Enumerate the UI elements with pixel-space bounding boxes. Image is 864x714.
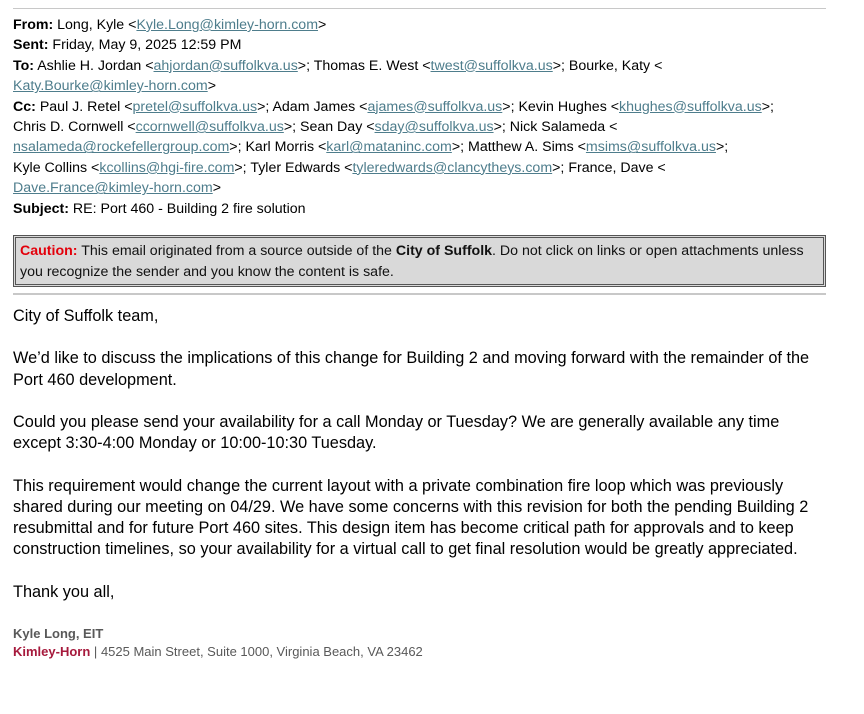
signature-address: 4525 Main Street, Suite 1000, Virginia Beach, VA 23462 bbox=[100, 644, 423, 660]
body-paragraph: This requirement would change the current layout with a private combination fire loop which was previously shared during our meeting on 04/29. We have some concerns with this revision for both the pending Building 2 resubmittal and for future Port 460 sites. This design item has become critical path for approvals and to keep construction timelines, so your availability for a virtual call to get final resolution would be greatly appreciated. bbox=[13, 476, 809, 559]
to-label: To: bbox=[13, 57, 35, 74]
cc-email-link[interactable]: nsalameda@rockefellergroup.com bbox=[13, 139, 230, 156]
subject-line bbox=[13, 199, 826, 219]
to-email-link[interactable]: twest@suffolkva.us bbox=[430, 57, 553, 74]
sent-line bbox=[13, 35, 826, 55]
cc-email-link[interactable]: msims@suffolkva.us bbox=[585, 139, 716, 156]
email-body bbox=[13, 306, 826, 603]
signature-name: Kyle Long, EIT bbox=[13, 626, 104, 642]
cc-line: Cc: Paul J. Retel <pretel@suffolkva.us>; Adam James <ajames@suffolkva.us>; Kevin Hughes <khughes@suffolkva.us>; Chris D. Cornwell <ccornwell@suffolkva.us>; Sean Day <sday@suffolkva.us>; Nick Salameda < nsalameda@rockefellergroup.com>; Karl Morris <karl@mataninc.com>; Matthew A. Sims <msims@suffolkva.us>; Kyle Collins <kcollins@hgi-fire.com>; Tyler Edwards <tyleredwards@clancytheys.com>; France, Dave < Dave.France@kimley-horn.com> bbox=[13, 98, 774, 197]
caution-label: Caution: bbox=[20, 243, 78, 260]
cc-label: Cc: bbox=[13, 98, 36, 115]
email-header bbox=[13, 15, 826, 219]
caution-text-after: . Do not click on links or open attachments unless you recognize the sender and you know the content is safe. bbox=[20, 243, 804, 280]
closing: Thank you all, bbox=[13, 582, 115, 601]
cc-email-link[interactable]: tyleredwards@clancytheys.com bbox=[352, 159, 553, 176]
banner-divider bbox=[13, 293, 826, 295]
to-line: To: Ashlie H. Jordan <ahjordan@suffolkva.us>; Thomas E. West <twest@suffolkva.us>; Bourke, Katy < Katy.Bourke@kimley-horn.com> bbox=[13, 57, 663, 95]
caution-org: City of Suffolk bbox=[395, 243, 493, 260]
signature-company-line bbox=[13, 643, 826, 661]
cc-email-link[interactable]: khughes@suffolkva.us bbox=[619, 98, 762, 115]
to-email-link[interactable]: Katy.Bourke@kimley-horn.com bbox=[13, 78, 208, 95]
from-line: From: Long, Kyle <Kyle.Long@kimley-horn.com> bbox=[13, 17, 327, 33]
from-name: Long, Kyle < bbox=[57, 17, 137, 33]
cc-email-link[interactable]: sday@suffolkva.us bbox=[374, 119, 494, 136]
signature-divider: | bbox=[93, 644, 98, 660]
external-caution-banner bbox=[13, 235, 826, 287]
subject-label: Subject: bbox=[13, 200, 69, 217]
cc-email-link[interactable]: karl@mataninc.com bbox=[326, 139, 452, 156]
caution-text-before: This email originated from a source outside of the bbox=[81, 243, 392, 260]
signature bbox=[13, 625, 826, 661]
from-label: From: bbox=[13, 17, 54, 33]
company-logo-text: Kimley-Horn bbox=[13, 644, 91, 660]
email-view bbox=[13, 8, 826, 661]
to-email-link[interactable]: ahjordan@suffolkva.us bbox=[153, 57, 298, 74]
cc-email-link[interactable]: ccornwell@suffolkva.us bbox=[135, 119, 284, 136]
sent-label: Sent: bbox=[13, 37, 49, 54]
top-divider bbox=[13, 8, 826, 9]
greeting: City of Suffolk team, bbox=[13, 307, 159, 326]
sent-value: Friday, May 9, 2025 12:59 PM bbox=[52, 37, 242, 54]
cc-email-link[interactable]: kcollins@hgi-fire.com bbox=[99, 159, 235, 176]
body-paragraph: Could you please send your availability for a call Monday or Tuesday? We are generally available any time except 3:30-4:00 Monday or 10:00-10:30 Tuesday. bbox=[13, 412, 780, 453]
cc-email-link[interactable]: pretel@suffolkva.us bbox=[132, 98, 258, 115]
cc-email-link[interactable]: ajames@suffolkva.us bbox=[367, 98, 503, 115]
subject-value: RE: Port 460 - Building 2 fire solution bbox=[72, 200, 306, 217]
from-email-link[interactable]: Kyle.Long@kimley-horn.com bbox=[136, 17, 319, 33]
cc-email-link[interactable]: Dave.France@kimley-horn.com bbox=[13, 180, 213, 197]
body-paragraph: We’d like to discuss the implications of this change for Building 2 and moving forward with the remainder of the Port 460 development. bbox=[13, 349, 810, 389]
